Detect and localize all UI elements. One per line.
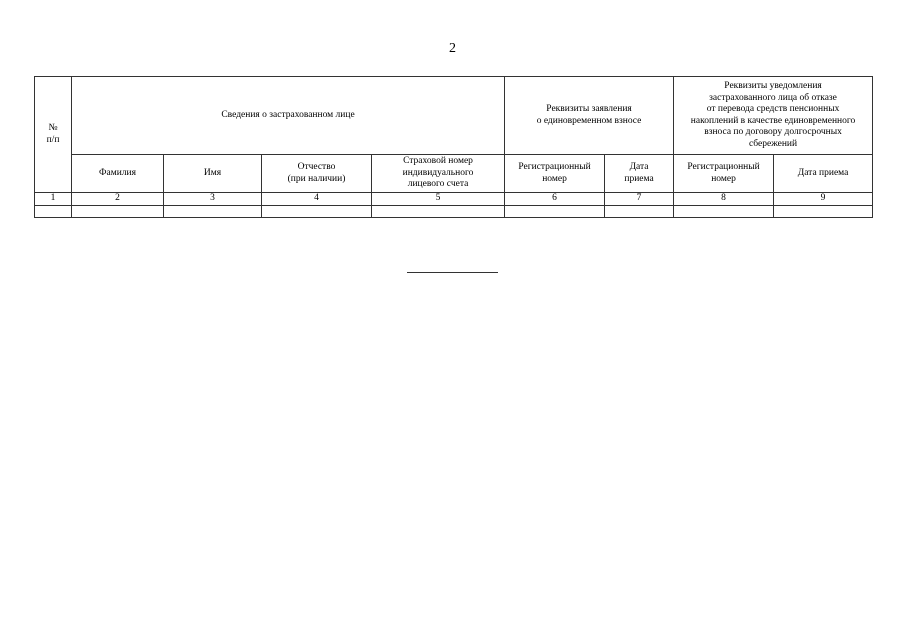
empty-cell-surname[interactable] xyxy=(72,205,164,217)
empty-cell-insurance-number[interactable] xyxy=(372,205,505,217)
column-number: 7 xyxy=(605,193,674,206)
column-number: 1 xyxy=(35,193,72,206)
column-number: 8 xyxy=(674,193,774,206)
header-name: Имя xyxy=(164,155,262,193)
column-number-row xyxy=(35,193,873,206)
header-row-groups xyxy=(35,77,873,155)
table-row xyxy=(35,205,873,217)
header-insured-person-info: Сведения о застрахованном лице xyxy=(72,77,505,155)
header-insurance-number: Страховой номер индивидуального лицевого счета xyxy=(372,155,505,193)
header-patronymic: Отчество (при наличии) xyxy=(262,155,372,193)
empty-cell-patronymic[interactable] xyxy=(262,205,372,217)
empty-cell-notice-date[interactable] xyxy=(774,205,873,217)
empty-cell-application-reg-number[interactable] xyxy=(505,205,605,217)
empty-cell-application-date[interactable] xyxy=(605,205,674,217)
header-refusal-notice-details: Реквизиты уведомления застрахованного лица об отказе от перевода средств пенсионных накоплений в качестве единовременного взноса по договору долгосрочных сбережений xyxy=(674,77,873,155)
header-notice-date: Дата приема xyxy=(774,155,873,193)
insured-persons-table xyxy=(34,76,873,218)
footnote-separator-line xyxy=(407,272,498,273)
column-number: 2 xyxy=(72,193,164,206)
column-number: 5 xyxy=(372,193,505,206)
header-row-columns xyxy=(35,155,873,193)
header-application-date: Дата приема xyxy=(605,155,674,193)
column-number: 4 xyxy=(262,193,372,206)
column-number: 9 xyxy=(774,193,873,206)
column-number: 6 xyxy=(505,193,605,206)
empty-cell-row-number[interactable] xyxy=(35,205,72,217)
header-row-number: № п/п xyxy=(35,77,72,193)
header-surname: Фамилия xyxy=(72,155,164,193)
column-number: 3 xyxy=(164,193,262,206)
header-application-reg-number: Регистрационный номер xyxy=(505,155,605,193)
empty-cell-notice-reg-number[interactable] xyxy=(674,205,774,217)
empty-cell-name[interactable] xyxy=(164,205,262,217)
header-application-details: Реквизиты заявления о единовременном взносе xyxy=(505,77,674,155)
page-number: 2 xyxy=(449,41,456,56)
header-notice-reg-number: Регистрационный номер xyxy=(674,155,774,193)
